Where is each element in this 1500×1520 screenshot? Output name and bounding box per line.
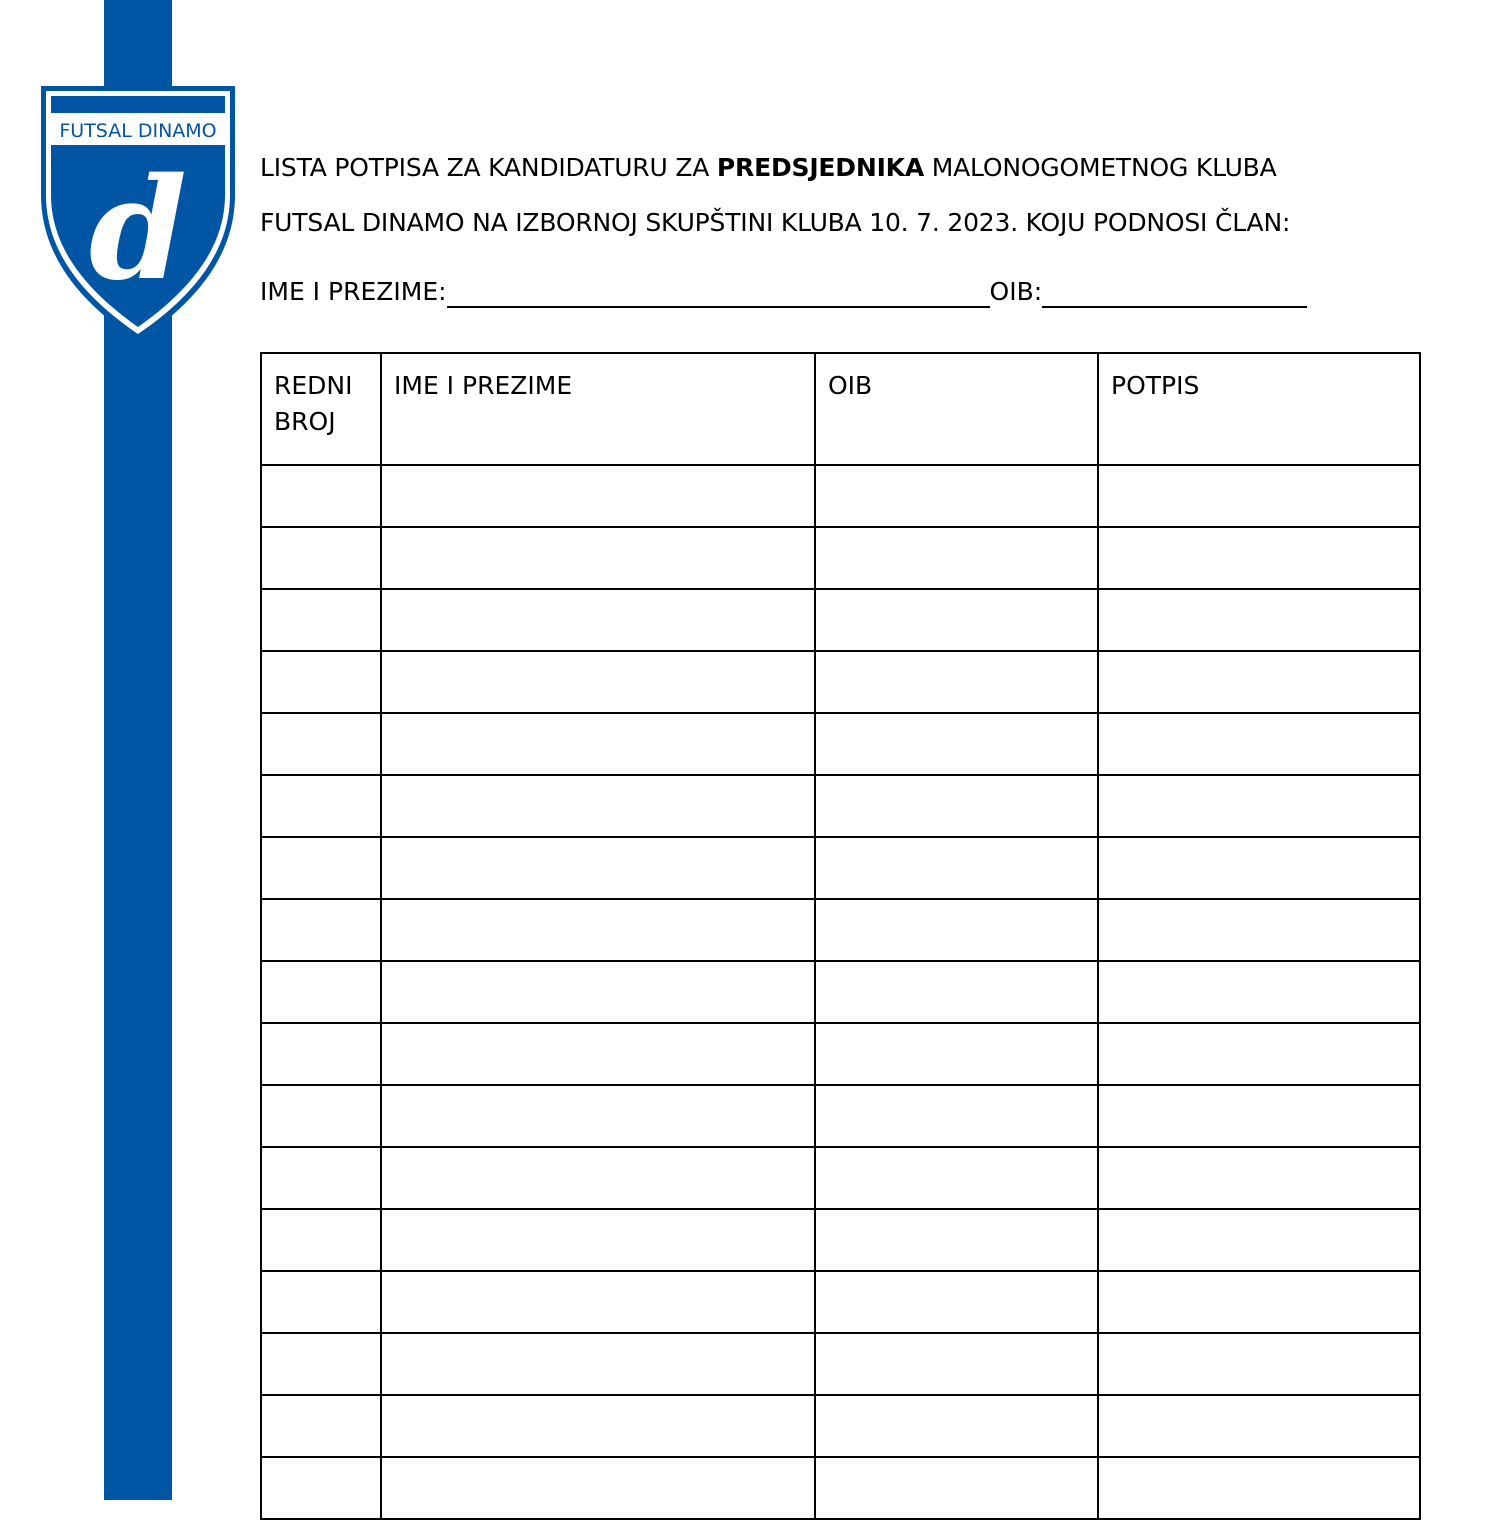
cell-ordinal[interactable] [261,1209,381,1271]
cell-ordinal[interactable] [261,1333,381,1395]
table-row [261,589,1420,651]
oib-fill-line[interactable] [1042,274,1307,308]
cell-signature[interactable] [1098,651,1420,713]
cell-ordinal[interactable] [261,527,381,589]
cell-full-name[interactable] [381,1395,815,1457]
table-row [261,1395,1420,1457]
cell-signature[interactable] [1098,899,1420,961]
cell-oib[interactable] [815,837,1098,899]
header-oib: OIB [815,353,1098,465]
cell-oib[interactable] [815,589,1098,651]
cell-full-name[interactable] [381,527,815,589]
signature-table [260,352,1421,1520]
cell-ordinal[interactable] [261,465,381,527]
cell-oib[interactable] [815,1333,1098,1395]
cell-ordinal[interactable] [261,651,381,713]
cell-ordinal[interactable] [261,961,381,1023]
heading-line-1-bold: PREDSJEDNIKA [716,153,924,182]
header-ordinal: REDNI BROJ [261,353,381,465]
cell-signature[interactable] [1098,1147,1420,1209]
cell-ordinal[interactable] [261,837,381,899]
table-row [261,775,1420,837]
table-row [261,527,1420,589]
cell-signature[interactable] [1098,1333,1420,1395]
cell-full-name[interactable] [381,1147,815,1209]
cell-ordinal[interactable] [261,899,381,961]
cell-oib[interactable] [815,465,1098,527]
cell-signature[interactable] [1098,465,1420,527]
cell-full-name[interactable] [381,961,815,1023]
cell-ordinal[interactable] [261,1457,381,1519]
table-row [261,1457,1420,1519]
cell-full-name[interactable] [381,1085,815,1147]
header-full-name: IME I PREZIME [381,353,815,465]
cell-full-name[interactable] [381,713,815,775]
cell-signature[interactable] [1098,713,1420,775]
cell-ordinal[interactable] [261,589,381,651]
cell-ordinal[interactable] [261,1271,381,1333]
document-heading [260,140,1440,250]
cell-oib[interactable] [815,775,1098,837]
cell-full-name[interactable] [381,899,815,961]
name-label: IME I PREZIME: [260,277,447,306]
table-row [261,1209,1420,1271]
futsal-dinamo-crest-icon [38,83,238,345]
cell-signature[interactable] [1098,775,1420,837]
cell-ordinal[interactable] [261,775,381,837]
heading-line-1-suffix: MALONOGOMETNOG KLUBA [924,153,1277,182]
cell-oib[interactable] [815,713,1098,775]
cell-signature[interactable] [1098,1457,1420,1519]
table-row [261,1023,1420,1085]
table-row [261,713,1420,775]
cell-full-name[interactable] [381,1333,815,1395]
cell-full-name[interactable] [381,837,815,899]
cell-signature[interactable] [1098,1023,1420,1085]
cell-oib[interactable] [815,1271,1098,1333]
table-body [261,465,1420,1519]
cell-oib[interactable] [815,1023,1098,1085]
cell-signature[interactable] [1098,589,1420,651]
cell-ordinal[interactable] [261,1085,381,1147]
crest-letter: d [89,148,187,312]
table-row [261,1147,1420,1209]
cell-full-name[interactable] [381,465,815,527]
cell-full-name[interactable] [381,775,815,837]
cell-ordinal[interactable] [261,1147,381,1209]
table-row [261,1271,1420,1333]
oib-label: OIB: [989,277,1043,306]
table-row [261,1085,1420,1147]
cell-ordinal[interactable] [261,1023,381,1085]
cell-signature[interactable] [1098,527,1420,589]
header-signature: POTPIS [1098,353,1420,465]
table-header-row [261,353,1420,465]
cell-full-name[interactable] [381,1457,815,1519]
cell-oib[interactable] [815,1457,1098,1519]
heading-line-2: FUTSAL DINAMO NA IZBORNOJ SKUPŠTINI KLUBA 10. 7. 2023. KOJU PODNOSI ČLAN: [260,208,1291,237]
cell-oib[interactable] [815,1209,1098,1271]
cell-signature[interactable] [1098,1085,1420,1147]
applicant-fields [260,272,1307,312]
table-row [261,899,1420,961]
cell-full-name[interactable] [381,651,815,713]
cell-oib[interactable] [815,1147,1098,1209]
cell-oib[interactable] [815,1395,1098,1457]
table-row [261,651,1420,713]
table-row [261,837,1420,899]
table-row [261,465,1420,527]
table-row [261,1333,1420,1395]
cell-full-name[interactable] [381,1209,815,1271]
cell-signature[interactable] [1098,1395,1420,1457]
cell-oib[interactable] [815,961,1098,1023]
cell-signature[interactable] [1098,1209,1420,1271]
cell-ordinal[interactable] [261,1395,381,1457]
cell-signature[interactable] [1098,837,1420,899]
table-row [261,961,1420,1023]
cell-oib[interactable] [815,1085,1098,1147]
cell-oib[interactable] [815,899,1098,961]
cell-ordinal[interactable] [261,713,381,775]
heading-line-1 [260,140,1440,195]
cell-oib[interactable] [815,527,1098,589]
cell-signature[interactable] [1098,1271,1420,1333]
heading-line-1-prefix: LISTA POTPISA ZA KANDIDATURU ZA [260,153,717,182]
cell-full-name[interactable] [381,589,815,651]
cell-full-name[interactable] [381,1023,815,1085]
crest-text: FUTSAL DINAMO [59,120,217,142]
cell-full-name[interactable] [381,1271,815,1333]
cell-oib[interactable] [815,651,1098,713]
cell-signature[interactable] [1098,961,1420,1023]
name-fill-line[interactable] [447,274,990,308]
